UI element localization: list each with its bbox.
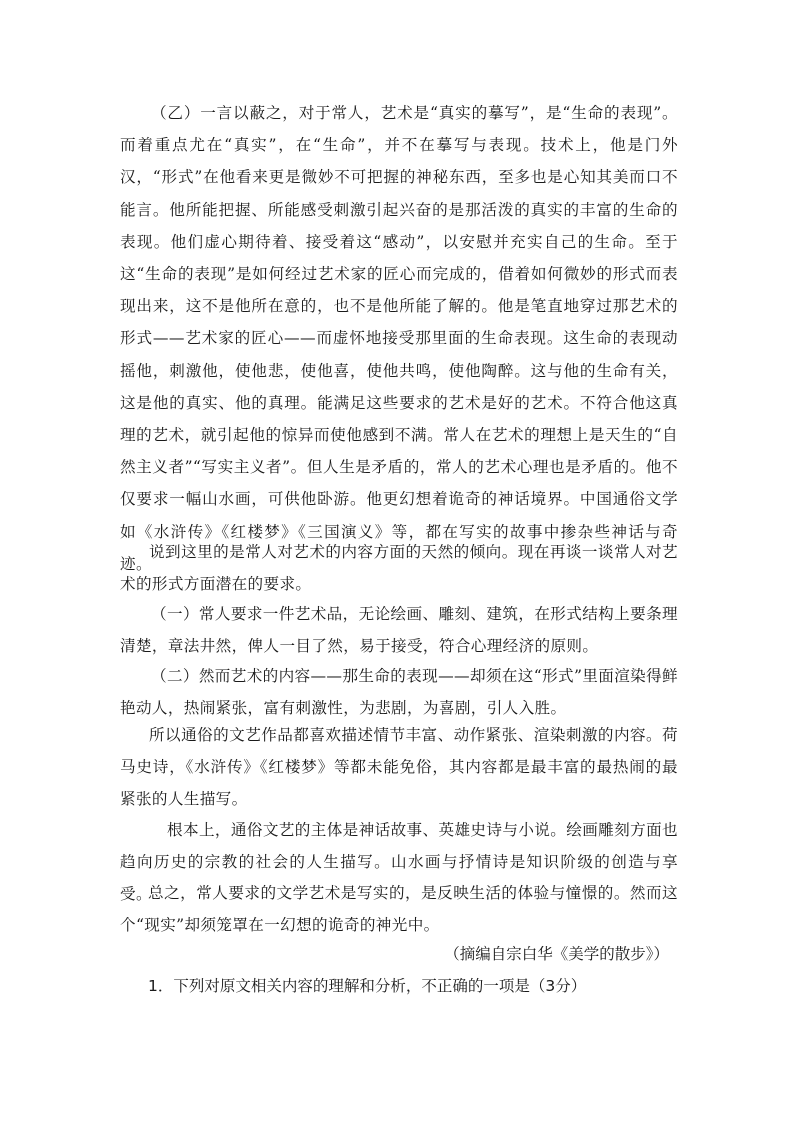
source-attribution: （摘编自宗白华《美学的散步》） xyxy=(444,945,669,963)
passage-paragraph-2: 说到这里的是常人对艺术的内容方面的天然的倾向。现在再谈一谈常人对艺术的形式方面潜在的要求。 xyxy=(120,543,678,594)
passage-paragraph-5: 所以通俗的文艺作品都喜欢描述情节丰富、动作紧张、渲染刺激的内容。荷马史诗，《水浒传》《红楼梦》等都未能免俗，其内容都是最丰富的最热闹的最紧张的人生描写。 xyxy=(120,726,678,809)
question-text: 下列对原文相关内容的理解和分析，不正确的一项是（3分） xyxy=(173,977,587,995)
question-1 xyxy=(148,970,586,1002)
passage-paragraph-3: （一）常人要求一件艺术品，无论绘画、雕刻、建筑，在形式结构上要条理清楚，章法井然，俾人一目了然，易于接受，符合心理经济的原则。 xyxy=(120,605,678,656)
passage-paragraph-6: 根本上，通俗文艺的主体是神话故事、英雄史诗与小说。绘画雕刻方面也趋向历史的宗教的社会的人生描写。山水画与抒情诗是知识阶级的创造与享受。 xyxy=(120,821,678,904)
passage-paragraph-7: 总之，常人要求的文学艺术是写实的，是反映生活的体验与憧憬的。然而这个“现实”却须笼罩在一幻想的诡奇的神光中。 xyxy=(120,884,678,935)
question-number: 1． xyxy=(148,977,174,995)
passage-paragraph-4: （二）然而艺术的内容——那生命的表现——却须在这“形式”里面渲染得鲜艳动人，热闹紧张，富有刺激性，为悲剧，为喜剧，引人入胜。 xyxy=(120,667,678,718)
passage-paragraph-1: （乙）一言以蔽之，对于常人，艺术是“真实的摹写”，是“生命的表现”。而着重点尤在“真实”，在“生命”，并不在摹写与表现。技术上，他是门外汉，“形式”在他看来更是微妙不可把握的神秘东西，至多也是心知其美而口不能言。他所能把握、所能感受刺激引起兴奋的是那活泼的真实的丰富的生命的表现。他们虚心期待着、接受着这“感动”，以安慰并充实自己的生命。至于这“生命的表现”是如何经过艺术家的匠心而完成的，借着如何微妙的形式而表现出来，这不是他所在意的，也不是他所能了解的。他是笔直地穿过那艺术的形式——艺术家的匠心——而虚怀地接受那里面的生命表现。这生命的表现动摇他，刺激他，使他悲，使他喜，使他共鸣，使他陶醉。这与他的生命有关，这是他的真实、他的真理。能满足这些要求的艺术是好的艺术。不符合他这真理的艺术，就引起他的惊异而使他感到不满。常人在艺术的理想上是天生的“自然主义者”“写实主义者”。但人生是矛盾的，常人的艺术心理也是矛盾的。他不仅要求一幅山水画，可供他卧游。他更幻想着诡奇的神话境界。中国通俗文学如《水浒传》《红楼梦》《三国演义》等，都在写实的故事中掺杂些神话与奇迹。 xyxy=(120,104,678,573)
